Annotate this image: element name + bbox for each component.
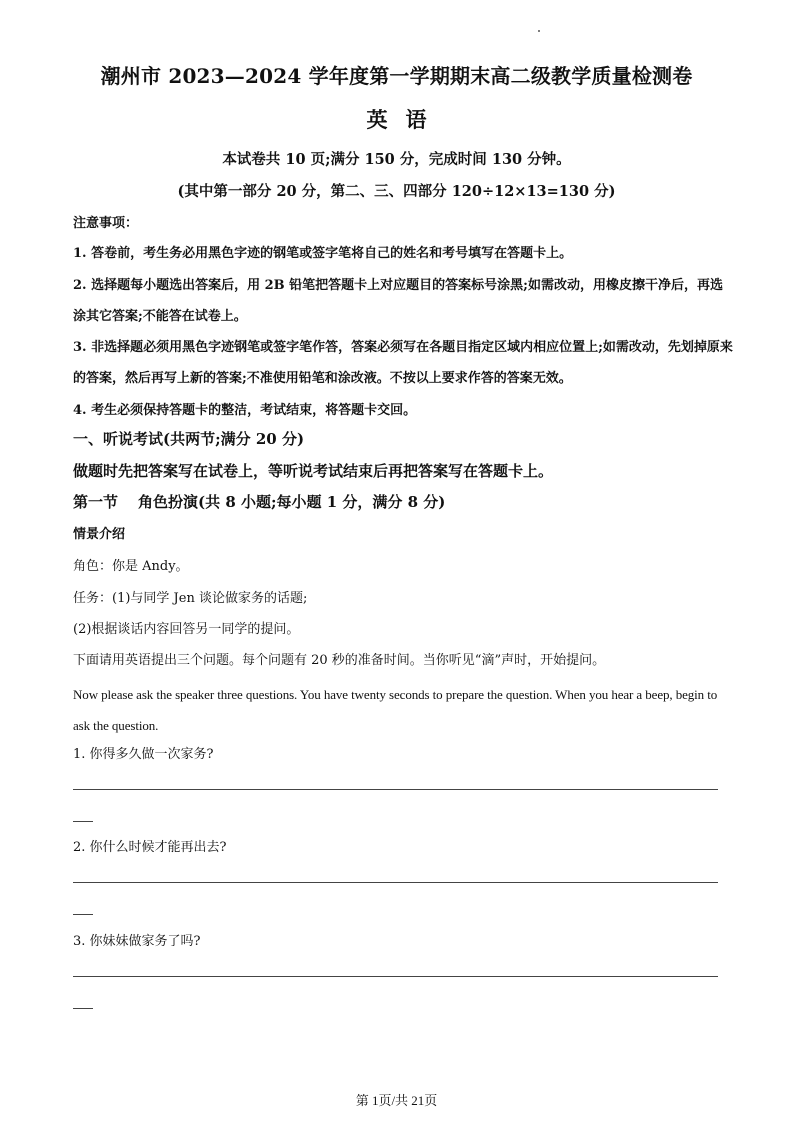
task-line-1: 任务：(1)与同学 Jen 谈论做家务的话题; [73, 591, 308, 606]
notice-item-3: 3. 非选择题必须用黑色字迹钢笔或签字笔作答，答案必须写在各题目指定区域内相应位置上;如需改动，先划掉原来的答案，然后再写上新的答案;不准使用铅笔和涂改液。不按以上要求作答的答案无效。 [73, 340, 733, 386]
notice-item-1: 1. 答卷前，考生务必用黑色字迹的钢笔或签字笔将自己的姓名和考号填写在答题卡上。 [73, 246, 573, 261]
answer-line-3[interactable] [73, 976, 718, 977]
answer-line-3-continuation [73, 1008, 93, 1009]
page-number: 第 1页/共 21页 [355, 1093, 438, 1108]
exam-info-line-1: 本试卷共 10 页;满分 150 分，完成时间 130 分钟。 [222, 151, 571, 168]
english-instruction: Now please ask the speaker three questions. You have twenty seconds to prepare the question. When you hear a beep, begin to ask the question. [73, 687, 718, 733]
part-1-label: 第一节 [73, 493, 119, 511]
question-1: 1. 你得多久做一次家务? [73, 747, 214, 762]
chinese-instruction: 下面请用英语提出三个问题。每个问题有 20 秒的准备时间。当你听见“滴”声时，开始提问。 [73, 653, 606, 668]
part-1-heading [73, 491, 733, 512]
answer-line-2-continuation [73, 914, 93, 915]
exam-title: 潮州市 2023—2024 学年度第一学期期末高二级教学质量检测卷 [100, 64, 693, 88]
notice-item-2: 2. 选择题每小题选出答案后，用 2B 铅笔把答题卡上对应题目的答案标号涂黑;如需改动，用橡皮擦干净后，再选涂其它答案;不能答在试卷上。 [73, 278, 723, 324]
notice-item-4: 4. 考生必须保持答题卡的整洁，考试结束，将答题卡交回。 [73, 403, 417, 418]
answer-line-1-continuation [73, 821, 93, 822]
question-2: 2. 你什么时候才能再出去? [73, 840, 227, 855]
subject-title: 英语 [366, 107, 445, 132]
role-line: 角色：你是 Andy。 [73, 559, 189, 574]
part-1-title: 角色扮演(共 8 小题;每小题 1 分，满分 8 分) [138, 493, 446, 511]
notice-heading: 注意事项： [73, 216, 139, 231]
section-1-instruction: 做题时先把答案写在试卷上，等听说考试结束后再把答案写在答题卡上。 [73, 462, 554, 480]
section-1-title: 一、听说考试(共两节;满分 20 分) [73, 430, 305, 448]
answer-line-1[interactable] [73, 789, 718, 790]
exam-info-line-2: (其中第一部分 20 分，第二、三、四部分 120÷12×13=130 分) [177, 183, 616, 200]
answer-line-2[interactable] [73, 882, 718, 883]
question-3: 3. 你妹妹做家务了吗? [73, 934, 201, 949]
scenario-heading: 情景介绍 [73, 527, 126, 542]
stray-dot [538, 30, 540, 32]
task-line-2: (2)根据谈话内容回答另一同学的提问。 [73, 622, 300, 637]
